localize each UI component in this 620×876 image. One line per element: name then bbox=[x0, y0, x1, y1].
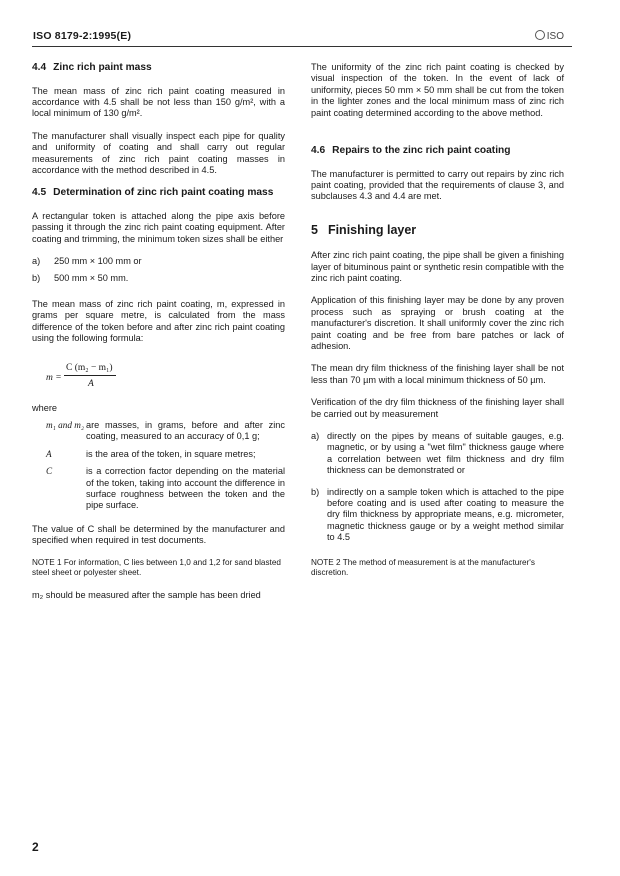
list-label: b) bbox=[32, 273, 41, 284]
paragraph: Verification of the dry film thickness of the finishing layer shall be carried out by measurement bbox=[311, 397, 564, 419]
paragraph: m₂ should be measured after the sample has been dried bbox=[32, 589, 261, 600]
mass-formula bbox=[32, 363, 285, 399]
section-number: 4.6 bbox=[311, 145, 326, 157]
paragraph: The uniformity of the zinc rich paint coating is checked by visual inspection of the token. In the event of lack of uniformity, pieces 50 mm × 50 mm shall be cut from the token in the lighter zones and the local minimum mass of zinc rich paint coating determined according to the above method. bbox=[311, 62, 564, 118]
list-item bbox=[32, 273, 285, 284]
definition-text: is the area of the token, in square metres; bbox=[86, 448, 256, 459]
paragraph: The manufacturer shall visually inspect each pipe for quality and uniformity of coating and shall carry out regular measurements of zinc rich paint coating masses in accordance with the method described in 4.5. bbox=[32, 130, 285, 175]
section-title: Repairs to the zinc rich paint coating bbox=[332, 145, 511, 157]
paragraph: After zinc rich paint coating, the pipe shall be given a finishing layer of bituminous paint or synthetic resin compatible with the zinc rich paint coating. bbox=[311, 250, 564, 283]
definition-item bbox=[32, 466, 285, 512]
section-4-5-heading bbox=[32, 187, 285, 200]
list-item bbox=[32, 256, 285, 267]
list-item bbox=[311, 487, 564, 544]
section-4-6-heading bbox=[311, 145, 564, 158]
paragraph: The manufacturer is permitted to carry out repairs by zinc rich paint coating, provided that the requirements of clause 3, and subclauses 4.3 and 4.4 are met. bbox=[311, 168, 564, 202]
section-number: 4.4 bbox=[32, 62, 47, 73]
definition-text: is a correction factor depending on the material of the token, taking into account the difference in surface roughness between the token and the pipe surface. bbox=[86, 466, 285, 511]
page-number: 2 bbox=[32, 840, 39, 854]
paragraph: Application of this finishing layer may be done by any proven process such as spraying or brush coating at the manufacturer's discretion. It shall uniformly cover the zinc rich paint coating and be free from bare patches or lack of adhesion. bbox=[311, 295, 564, 351]
right-column bbox=[311, 62, 564, 590]
section-4-4-heading bbox=[32, 62, 285, 75]
note-1: NOTE 1 For information, C lies between 1,0 and 1,2 for sand blasted steel sheet or polyester sheet. bbox=[32, 557, 281, 577]
list-label: a) bbox=[32, 256, 41, 267]
clause-5-heading bbox=[311, 222, 564, 237]
paragraph: A rectangular token is attached along the pipe axis before passing it through the zinc rich paint coating equipment. After coating and trimming, the minimum token sizes shall be either bbox=[32, 210, 285, 244]
globe-icon bbox=[535, 30, 545, 40]
standard-id: ISO 8179-2:1995(E) bbox=[33, 30, 132, 42]
where-label: where bbox=[32, 402, 58, 413]
paragraph: The mean mass of zinc rich paint coating measured in accordance with 4.5 shall be not less than 150 g/m², with a local minimum of 130 g/m². bbox=[32, 85, 285, 119]
section-number: 4.5 bbox=[32, 187, 47, 199]
formula-lhs: m = bbox=[46, 372, 62, 383]
clause-number: 5 bbox=[311, 222, 318, 237]
list-text: 250 mm × 100 mm or bbox=[54, 256, 142, 267]
definition-symbol: C bbox=[46, 466, 53, 477]
formula-denominator: A bbox=[88, 378, 94, 389]
header-rule bbox=[32, 46, 572, 47]
list-text: indirectly on a sample token which is attached to the pipe before coating and is used after coating to measure the dry film thickness by appropriate means, e.g. micrometer, magnetic thickness gauge or by a weight method similar to 4.5 bbox=[327, 486, 564, 543]
formula-numerator: C (m₂ − m₁) bbox=[66, 362, 113, 373]
list-label: a) bbox=[311, 431, 320, 442]
section-title: Zinc rich paint mass bbox=[53, 62, 152, 73]
section-title: Determination of zinc rich paint coating mass bbox=[53, 187, 274, 199]
iso-logo bbox=[535, 30, 564, 42]
paragraph: The value of C shall be determined by the manufacturer and specified when required in test documents. bbox=[32, 523, 285, 546]
definition-symbol: A bbox=[46, 448, 52, 459]
definition-symbol: m₁ and m₂ bbox=[46, 419, 85, 430]
list-item bbox=[311, 431, 564, 477]
paragraph: The mean mass of zinc rich paint coating, m, expressed in grams per square metre, is calculated from the mass difference of the token before and after zinc rich paint coating using the following formula: bbox=[32, 298, 285, 344]
list-text: directly on the pipes by means of suitable gauges, e.g. magnetic, or by using a "wet film" thickness gauge where a correlation between wet film thickness and dry film thickness can be demonstrated or bbox=[327, 431, 564, 476]
fraction-bar bbox=[64, 375, 116, 376]
note-2: NOTE 2 The method of measurement is at the manufacturer's discretion. bbox=[311, 557, 535, 577]
clause-title: Finishing layer bbox=[327, 222, 417, 237]
paragraph: The mean dry film thickness of the finishing layer shall be not less than 70 µm with a local minimum thickness of 50 µm. bbox=[311, 363, 564, 385]
logo-text: ISO bbox=[546, 31, 564, 42]
definition-item bbox=[32, 420, 285, 443]
definition-item bbox=[32, 449, 285, 460]
list-text: 500 mm × 50 mm. bbox=[54, 273, 129, 284]
list-label: b) bbox=[311, 486, 320, 497]
page-header bbox=[0, 0, 620, 44]
definition-text: are masses, in grams, before and after zinc coating, measured to an accuracy of 0,1 g; bbox=[86, 419, 285, 442]
left-column bbox=[32, 62, 285, 612]
